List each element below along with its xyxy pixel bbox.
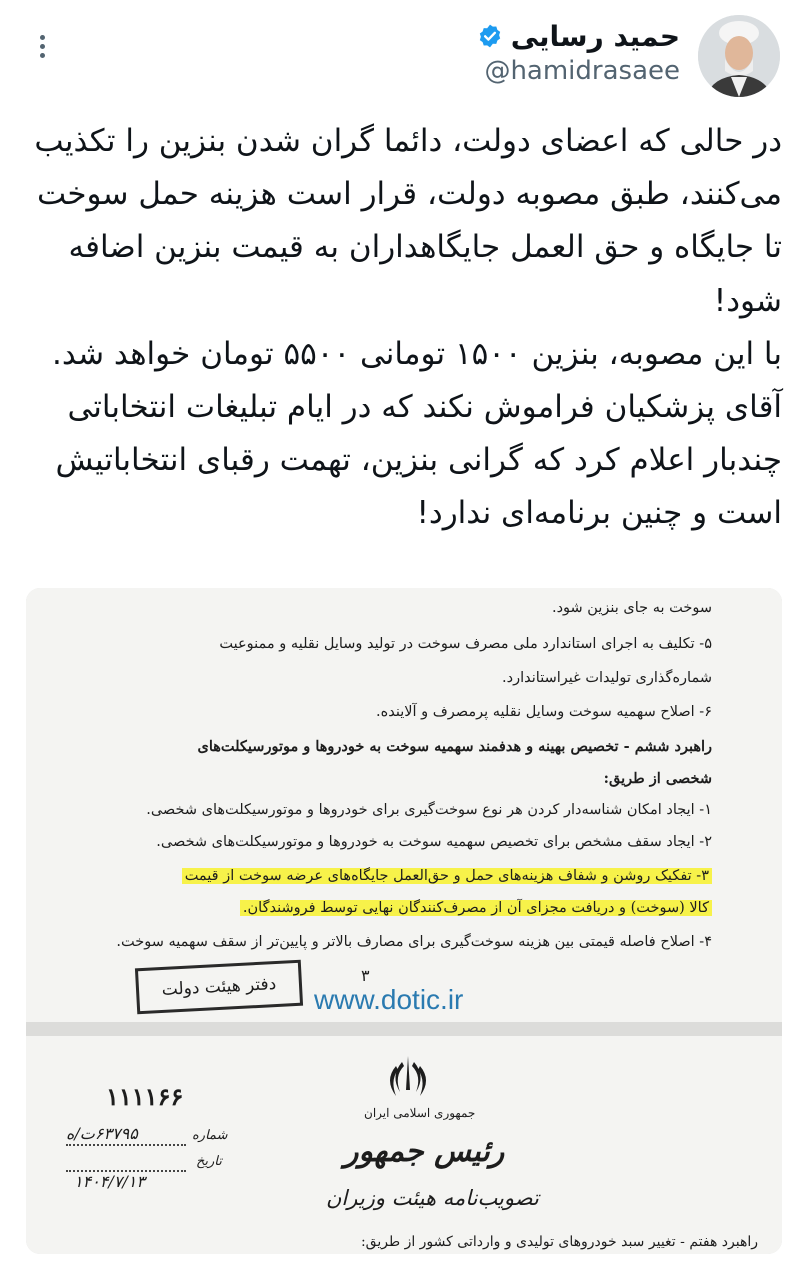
highlighted-line: ۳- تفکیک روشن و شفاف هزینه‌های حمل و حق‌العمل جایگاه‌های عرضه سوخت از قیمت — [182, 868, 712, 884]
document-line: ۶- اصلاح سهمیه سوخت وسایل نقلیه پرمصرف و آلاینده. — [376, 704, 712, 720]
more-options-icon[interactable] — [30, 30, 54, 62]
tweet-paragraph: آقای پزشکیان فراموش نکند که در ایام تبلیغات انتخاباتی چندبار اعلام کرد که گرانی بنزین، تهمت رقبای انتخاباتیش است و چنین برنامه‌ای ندارد! — [55, 389, 782, 532]
avatar-portrait-icon — [698, 15, 780, 97]
verified-badge-icon — [477, 23, 503, 49]
author-display-name[interactable]: حمید رسایی — [510, 19, 680, 53]
document-line: شماره‌گذاری تولیدات غیراستاندارد. — [502, 670, 712, 686]
attached-photo[interactable] — [26, 588, 782, 1254]
document-line: راهبرد هفتم - تغییر سبد خودروهای تولیدی و وارداتی کشور از طریق: — [360, 1234, 758, 1250]
number-dotted-line — [66, 1144, 186, 1146]
avatar[interactable] — [698, 15, 780, 97]
document-line: سوخت به جای بنزین شود. — [551, 600, 712, 616]
author-handle[interactable]: @hamidrasaee — [484, 56, 680, 86]
date-value: ۱۴۰۴/۷/۱۳ — [74, 1172, 145, 1191]
document-page-bottom — [26, 1036, 782, 1254]
website-watermark: www.dotic.ir — [314, 984, 464, 1015]
number-label: شماره — [192, 1128, 228, 1143]
number-value: ۶۳۷۹۵ت/ه — [66, 1124, 138, 1143]
header-small: جمهوری اسلامی ایران — [364, 1106, 476, 1120]
header-title: رئیس جمهور — [344, 1134, 505, 1169]
serial-number: ۱۱۱۱۶۶ — [106, 1082, 184, 1111]
document-line: ۴- اصلاح فاصله قیمتی بین هزینه سوخت‌گیری برای مصارف بالاتر و پایین‌تر از سقف سهمیه سوخت. — [116, 934, 712, 950]
tweet-paragraph: در حالی که اعضای دولت، دائما گران شدن بنزین را تکذیب می‌کنند، طبق مصوبه دولت، قرار است هزینه حمل سوخت تا جایگاه و حق العمل جایگاهداران به قیمت بنزین اضافه شود! — [34, 123, 782, 319]
page-divider — [26, 1022, 782, 1036]
office-stamp: دفتر هیئت دولت — [135, 960, 303, 1015]
document-line: راهبرد ششم - تخصیص بهینه و هدفمند سهمیه سوخت به خودروها و موتورسیکلت‌های — [197, 738, 712, 755]
tweet-text — [26, 115, 782, 541]
highlighted-line: کالا (سوخت) و دریافت مجزای آن از مصرف‌کنندگان نهایی توسط فروشندگان. — [240, 900, 712, 916]
document-line: ۵- تکلیف به اجرای استاندارد ملی مصرف سوخت در تولید وسایل نقلیه و ممنوعیت — [219, 636, 712, 652]
header-subtitle: تصویب‌نامه هیئت وزیران — [326, 1186, 539, 1210]
page-number: ۳ — [361, 966, 370, 985]
date-dotted-line — [66, 1170, 186, 1172]
document-page-top — [26, 588, 782, 1022]
iran-emblem-icon — [386, 1052, 430, 1100]
document-line: شخصی از طریق: — [603, 770, 712, 787]
document-line: ۱- ایجاد امکان شناسه‌دار کردن هر نوع سوخت‌گیری برای خودروها و موتورسیکلت‌های شخصی. — [146, 802, 712, 818]
document-line: ۲- ایجاد سقف مشخص برای تخصیص سهمیه سوخت به خودروها و موتورسیکلت‌های شخصی. — [156, 834, 712, 850]
date-label: تاریخ — [196, 1154, 222, 1169]
tweet-paragraph: با این مصوبه، بنزین ۱۵۰۰ تومانی ۵۵۰۰ تومان خواهد شد. — [51, 335, 782, 372]
